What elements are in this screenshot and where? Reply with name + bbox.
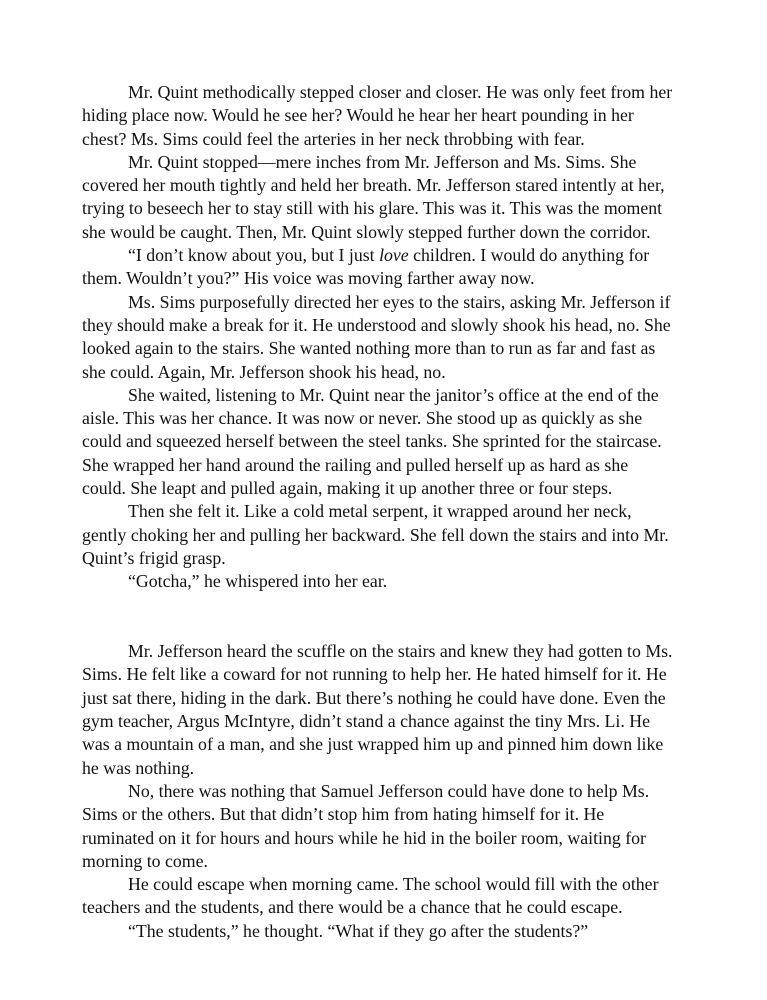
emphasis-word: love [379, 245, 409, 266]
text-line: gently choking her and pulling her backward. She fell down the stairs and into Mr. [82, 524, 669, 545]
text-line: aisle. This was her chance. It was now or never. She stood up as quickly as she [82, 408, 643, 429]
text-line: them. Wouldn’t you?” His voice was moving farther away now. [82, 268, 535, 289]
text-line: Then she felt it. Like a cold metal serpent, it wrapped around her neck, [128, 501, 632, 522]
text-line: teachers and the students, and there would be a chance that he could escape. [82, 897, 623, 918]
paragraph-dialogue [82, 244, 688, 291]
text-line: she could. Again, Mr. Jefferson shook his head, no. [82, 361, 446, 382]
text-line: covered her mouth tightly and held her breath. Mr. Jefferson stared intently at her, [82, 175, 665, 196]
text-line: they should make a break for it. He understood and slowly shook his head, no. She [82, 314, 671, 335]
text-line: She waited, listening to Mr. Quint near the janitor’s office at the end of the [128, 384, 659, 405]
text-line: could and squeezed herself between the steel tanks. She sprinted for the staircase. [82, 431, 662, 452]
paragraph [82, 873, 688, 920]
text-line: She wrapped her hand around the railing and pulled herself up as hard as she [82, 454, 629, 475]
text-line: hiding place now. Would he see her? Would he hear her heart pounding in her [82, 105, 634, 126]
text-line: looked again to the stairs. She wanted nothing more than to run as far and fast as [82, 338, 656, 359]
section-break [82, 594, 688, 641]
text-line: was a mountain of a man, and she just wrapped him up and pinned him down like [82, 734, 664, 755]
text-line: He could escape when morning came. The school would fill with the other [128, 874, 659, 895]
paragraph [82, 500, 688, 570]
text-line: trying to beseech her to stay still with his glare. This was it. This was the moment [82, 198, 663, 219]
text-line: “The students,” he thought. “What if they go after the students?” [128, 920, 589, 941]
text-line: Ms. Sims purposefully directed her eyes to the stairs, asking Mr. Jefferson if [128, 291, 671, 312]
paragraph [82, 780, 688, 873]
text-line: Sims. He felt like a coward for not running to help her. He hated himself for it. He [82, 664, 667, 685]
text-line [128, 245, 649, 265]
text-line: ruminated on it for hours and hours while he hid in the boiler room, waiting for [82, 827, 646, 848]
text-line: Mr. Jefferson heard the scuffle on the stairs and knew they had gotten to Ms. [128, 641, 673, 662]
text-line: just sat there, hiding in the dark. But there’s nothing he could have done. Even the [82, 687, 666, 708]
text-line: “Gotcha,” he whispered into her ear. [128, 571, 388, 592]
paragraph [82, 291, 688, 384]
paragraph [82, 384, 688, 500]
text-run: children. I would do anything for [408, 245, 650, 266]
text-line: he was nothing. [82, 757, 195, 778]
text-line: could. She leapt and pulled again, making it up another three or four steps. [82, 478, 613, 499]
text-line: No, there was nothing that Samuel Jefferson could have done to help Ms. [128, 780, 650, 801]
text-line: chest? Ms. Sims could feel the arteries in her neck throbbing with fear. [82, 128, 585, 149]
text-line: Mr. Quint stopped—mere inches from Mr. Jefferson and Ms. Sims. She [128, 151, 637, 172]
text-line: gym teacher, Argus McIntyre, didn’t stand a chance against the tiny Mrs. Li. He [82, 711, 650, 732]
text-run: “I don’t know about you, but I just [128, 245, 380, 266]
text-line: Sims or the others. But that didn’t stop him from hating himself for it. He [82, 804, 605, 825]
paragraph [82, 151, 688, 244]
text-line: Mr. Quint methodically stepped closer and closer. He was only feet from her [128, 82, 673, 102]
paragraph [82, 640, 688, 780]
paragraph [82, 570, 688, 593]
text-line: she would be caught. Then, Mr. Quint slowly stepped further down the corridor. [82, 221, 651, 242]
paragraph [82, 81, 688, 151]
text-line: Quint’s frigid grasp. [82, 547, 226, 568]
document-page [82, 81, 688, 943]
paragraph [82, 920, 688, 943]
text-line: morning to come. [82, 850, 208, 871]
